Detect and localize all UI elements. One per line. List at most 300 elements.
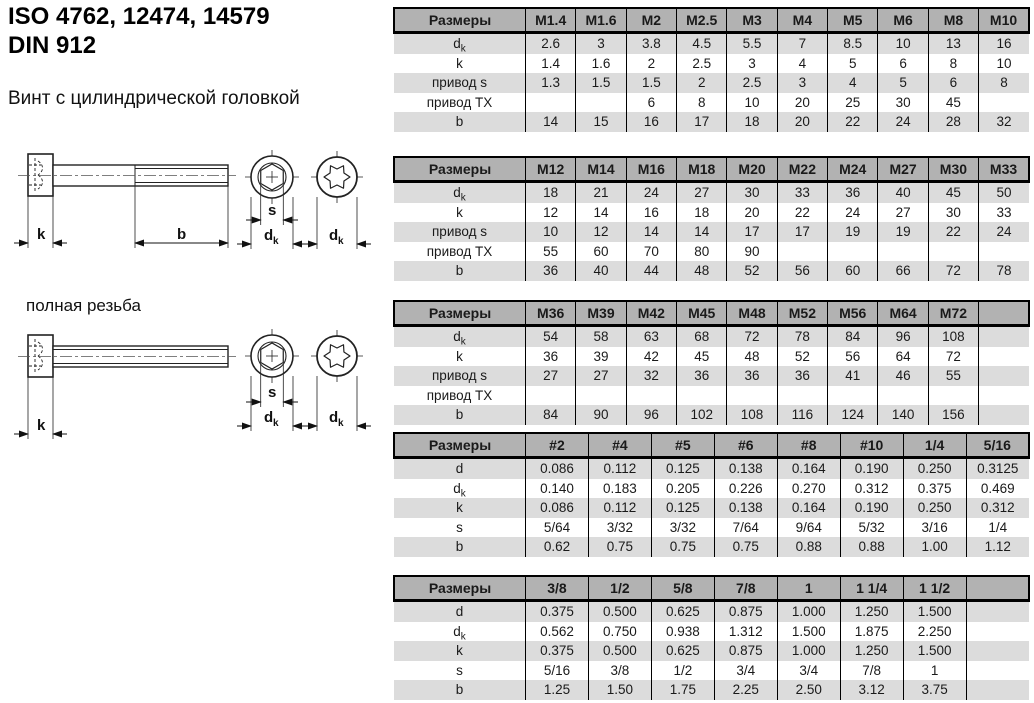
size-column-header: M30 xyxy=(928,157,978,182)
svg-text:k: k xyxy=(273,236,279,247)
value-cell: 45 xyxy=(928,93,978,113)
full-thread-label: полная резьба xyxy=(26,296,141,315)
value-cell: 1/2 xyxy=(651,661,714,681)
value-cell: 1.500 xyxy=(777,622,840,642)
value-cell: 108 xyxy=(727,405,777,425)
value-cell: 56 xyxy=(828,347,878,367)
size-column-header: 7/8 xyxy=(714,576,777,601)
svg-text:k: k xyxy=(273,418,279,429)
value-cell: 40 xyxy=(576,261,626,281)
value-cell: 68 xyxy=(677,326,727,347)
svg-text:d: d xyxy=(329,409,339,426)
value-cell: 0.875 xyxy=(714,641,777,661)
value-cell: 6 xyxy=(928,73,978,93)
value-cell: 2.5 xyxy=(677,54,727,74)
value-cell: 0.625 xyxy=(651,641,714,661)
dimension-k xyxy=(14,196,67,248)
size-column-header: M6 xyxy=(878,8,928,33)
value-cell: 1.12 xyxy=(966,537,1029,557)
size-column-header: M16 xyxy=(626,157,676,182)
row-label: s xyxy=(456,662,463,678)
dimensions-table xyxy=(393,7,1030,132)
size-column-header: 1 1/4 xyxy=(840,576,903,601)
row-label: k xyxy=(394,641,526,661)
value-cell: 0.562 xyxy=(526,622,589,642)
value-cell: 0.205 xyxy=(651,479,714,499)
table-row xyxy=(394,93,1029,113)
hex-socket-end-view xyxy=(237,150,307,249)
table-inch-large xyxy=(393,575,1030,700)
value-cell: 4.5 xyxy=(677,33,727,54)
value-cell: 63 xyxy=(626,326,676,347)
value-cell: 5/16 xyxy=(526,661,589,681)
value-cell: 19 xyxy=(828,222,878,242)
row-label: k xyxy=(394,498,526,518)
value-cell: 12 xyxy=(576,222,626,242)
value-cell xyxy=(526,93,576,113)
value-cell: 18 xyxy=(677,203,727,223)
value-cell xyxy=(828,242,878,262)
value-cell: 50 xyxy=(979,182,1029,203)
table-row xyxy=(394,537,1029,557)
size-column-header: M64 xyxy=(878,301,928,326)
value-cell: 4 xyxy=(828,73,878,93)
value-cell: 1.5 xyxy=(576,73,626,93)
table-row xyxy=(394,33,1029,54)
value-cell: 36 xyxy=(677,366,727,386)
value-cell xyxy=(777,386,827,406)
value-cell: 0.226 xyxy=(714,479,777,499)
value-cell: 2.25 xyxy=(714,680,777,700)
value-cell: 20 xyxy=(777,93,827,113)
size-column-header: #2 xyxy=(526,433,589,458)
value-cell: 2.50 xyxy=(777,680,840,700)
value-cell: 124 xyxy=(828,405,878,425)
value-cell: 3.75 xyxy=(903,680,966,700)
value-cell: 8 xyxy=(979,73,1029,93)
value-cell xyxy=(777,242,827,262)
size-column-header: M42 xyxy=(626,301,676,326)
value-cell: 24 xyxy=(828,203,878,223)
size-column-header: M1.6 xyxy=(576,8,626,33)
row-label: привод s xyxy=(394,366,526,386)
value-cell: 0.250 xyxy=(903,458,966,479)
value-cell: 45 xyxy=(928,182,978,203)
row-label: $d_k$ xyxy=(453,480,466,498)
dimensions-table xyxy=(393,432,1030,557)
value-cell xyxy=(979,366,1029,386)
size-column-header: M36 xyxy=(526,301,576,326)
hex-socket-end-view xyxy=(237,329,307,431)
value-cell: 1.25 xyxy=(526,680,589,700)
table-metric-m1.4-m10 xyxy=(393,7,1030,132)
table-row xyxy=(394,680,1029,700)
size-column-header: 1/4 xyxy=(903,433,966,458)
dimension-dk xyxy=(303,376,371,431)
value-cell: 36 xyxy=(526,261,576,281)
value-cell: 1.4 xyxy=(526,54,576,74)
size-column-header: M22 xyxy=(777,157,827,182)
value-cell: 64 xyxy=(878,347,928,367)
value-cell xyxy=(878,386,928,406)
value-cell: 1.312 xyxy=(714,622,777,642)
value-cell: 8 xyxy=(677,93,727,113)
size-column-header: M14 xyxy=(576,157,626,182)
value-cell: 0.875 xyxy=(714,601,777,622)
value-cell: 0.250 xyxy=(903,498,966,518)
value-cell: 8.5 xyxy=(828,33,878,54)
size-column-header: M45 xyxy=(677,301,727,326)
svg-text:k: k xyxy=(37,417,46,434)
value-cell: 3/4 xyxy=(714,661,777,681)
value-cell: 1.3 xyxy=(526,73,576,93)
svg-text:d: d xyxy=(264,227,274,244)
value-cell: 33 xyxy=(979,203,1029,223)
value-cell xyxy=(979,93,1029,113)
value-cell: 0.112 xyxy=(588,458,651,479)
value-cell: 1.250 xyxy=(840,641,903,661)
table-row xyxy=(394,601,1029,622)
value-cell: 2 xyxy=(626,54,676,74)
value-cell: 0.270 xyxy=(777,479,840,499)
size-column-header: M8 xyxy=(928,8,978,33)
value-cell: 0.138 xyxy=(714,458,777,479)
value-cell: 24 xyxy=(979,222,1029,242)
value-cell: 0.112 xyxy=(588,498,651,518)
value-cell: 45 xyxy=(677,347,727,367)
value-cell: 0.75 xyxy=(714,537,777,557)
size-column-header: M1.4 xyxy=(526,8,576,33)
value-cell: 22 xyxy=(777,203,827,223)
title-line-din: DIN 912 xyxy=(8,32,97,59)
row-label: s xyxy=(456,519,463,535)
value-cell: 2.6 xyxy=(526,33,576,54)
value-cell: 17 xyxy=(727,222,777,242)
value-cell: 18 xyxy=(727,112,777,132)
size-column-header: 3/8 xyxy=(526,576,589,601)
value-cell: 3 xyxy=(727,54,777,74)
table-row xyxy=(394,73,1029,93)
svg-text:b: b xyxy=(177,226,187,243)
sizes-header-cell: Размеры xyxy=(394,433,526,458)
value-cell xyxy=(576,386,626,406)
size-column-header: M4 xyxy=(777,8,827,33)
size-column-header: M52 xyxy=(777,301,827,326)
value-cell: 1 xyxy=(903,661,966,681)
row-label: $d_k$ xyxy=(394,182,526,203)
svg-text:k: k xyxy=(338,418,344,429)
sizes-header-cell: Размеры xyxy=(394,157,526,182)
value-cell: 0.164 xyxy=(777,498,840,518)
sizes-header-cell: Размеры xyxy=(394,301,526,326)
value-cell: 0.500 xyxy=(588,641,651,661)
table-row xyxy=(394,366,1029,386)
sizes-header-cell: Размеры xyxy=(394,576,526,601)
value-cell: 3 xyxy=(576,33,626,54)
value-cell: 3/4 xyxy=(777,661,840,681)
row-label: b xyxy=(394,112,526,132)
value-cell xyxy=(966,622,1029,642)
sizes-header-cell: Размеры xyxy=(394,8,526,33)
value-cell xyxy=(966,680,1029,700)
value-cell: 10 xyxy=(979,54,1029,74)
svg-text:k: k xyxy=(37,226,46,243)
size-column-header: M24 xyxy=(828,157,878,182)
value-cell: 3.8 xyxy=(626,33,676,54)
value-cell: 7 xyxy=(777,33,827,54)
value-cell: 27 xyxy=(677,182,727,203)
screw-drawing-full-thread xyxy=(10,323,388,447)
value-cell: 1.5 xyxy=(626,73,676,93)
size-column-header: #10 xyxy=(840,433,903,458)
value-cell: 0.88 xyxy=(840,537,903,557)
value-cell: 3/32 xyxy=(588,518,651,538)
size-column-header: M10 xyxy=(979,8,1029,33)
table-row xyxy=(394,498,1029,518)
table-metric-m36-m72 xyxy=(393,300,1030,425)
value-cell: 1.50 xyxy=(588,680,651,700)
table-row xyxy=(394,261,1029,281)
size-column-header: #6 xyxy=(714,433,777,458)
value-cell: 40 xyxy=(878,182,928,203)
value-cell: 36 xyxy=(777,366,827,386)
dimensions-table xyxy=(393,300,1030,425)
value-cell: 24 xyxy=(626,182,676,203)
value-cell xyxy=(727,386,777,406)
value-cell: 55 xyxy=(928,366,978,386)
value-cell xyxy=(979,326,1029,347)
value-cell: 0.75 xyxy=(588,537,651,557)
size-column-header: M18 xyxy=(677,157,727,182)
value-cell: 0.88 xyxy=(777,537,840,557)
value-cell: 56 xyxy=(777,261,827,281)
value-cell xyxy=(878,242,928,262)
value-cell: 66 xyxy=(878,261,928,281)
value-cell: 0.62 xyxy=(526,537,589,557)
value-cell: 70 xyxy=(626,242,676,262)
table-row xyxy=(394,386,1029,406)
value-cell: 55 xyxy=(526,242,576,262)
table-row xyxy=(394,479,1029,499)
value-cell xyxy=(979,347,1029,367)
value-cell: 16 xyxy=(979,33,1029,54)
value-cell: 84 xyxy=(526,405,576,425)
header-row xyxy=(394,301,1029,326)
value-cell: 39 xyxy=(576,347,626,367)
value-cell: 3/16 xyxy=(903,518,966,538)
row-label: привод s xyxy=(394,73,526,93)
header-row xyxy=(394,576,1029,601)
value-cell: 10 xyxy=(526,222,576,242)
row-label: $d_k$ xyxy=(453,623,466,641)
value-cell: 116 xyxy=(777,405,827,425)
value-cell: 96 xyxy=(626,405,676,425)
table-row xyxy=(394,347,1029,367)
value-cell: 18 xyxy=(526,182,576,203)
size-column-header: M20 xyxy=(727,157,777,182)
value-cell: 108 xyxy=(928,326,978,347)
value-cell xyxy=(928,386,978,406)
value-cell: 10 xyxy=(727,93,777,113)
value-cell: 16 xyxy=(626,203,676,223)
value-cell: 3.12 xyxy=(840,680,903,700)
screw-side-view xyxy=(18,154,236,196)
torx-end-view xyxy=(303,330,371,431)
row-label: k xyxy=(456,55,463,71)
table-row xyxy=(394,641,1029,661)
value-cell: 78 xyxy=(777,326,827,347)
value-cell: 14 xyxy=(526,112,576,132)
header-row xyxy=(394,157,1029,182)
value-cell: 0.125 xyxy=(651,458,714,479)
dimensions-table xyxy=(393,156,1030,281)
table-row xyxy=(394,112,1029,132)
value-cell: 5 xyxy=(828,54,878,74)
title-line-iso: ISO 4762, 12474, 14579 xyxy=(8,3,270,30)
value-cell xyxy=(966,661,1029,681)
value-cell: 28 xyxy=(928,112,978,132)
value-cell: 17 xyxy=(777,222,827,242)
value-cell: 20 xyxy=(777,112,827,132)
value-cell: 0.190 xyxy=(840,458,903,479)
value-cell: 48 xyxy=(677,261,727,281)
size-column-header: M48 xyxy=(727,301,777,326)
value-cell: 1.000 xyxy=(777,641,840,661)
value-cell: 0.375 xyxy=(903,479,966,499)
value-cell: 22 xyxy=(928,222,978,242)
value-cell: 1.500 xyxy=(903,601,966,622)
value-cell: 0.086 xyxy=(526,458,589,479)
row-label: $d_k$ xyxy=(394,326,526,347)
value-cell: 7/64 xyxy=(714,518,777,538)
table-row xyxy=(394,622,1029,642)
value-cell: 0.469 xyxy=(966,479,1029,499)
value-cell: 30 xyxy=(727,182,777,203)
value-cell: 0.312 xyxy=(840,479,903,499)
value-cell: 3 xyxy=(777,73,827,93)
size-column-header: M3 xyxy=(727,8,777,33)
size-column-header: #4 xyxy=(588,433,651,458)
value-cell: 13 xyxy=(928,33,978,54)
svg-text:d: d xyxy=(329,227,339,244)
row-label: k xyxy=(456,348,463,364)
value-cell: 2 xyxy=(677,73,727,93)
value-cell: 0.312 xyxy=(966,498,1029,518)
table-row xyxy=(394,54,1029,74)
size-column-header: #8 xyxy=(777,433,840,458)
value-cell: 1.500 xyxy=(903,641,966,661)
size-column-header: M33 xyxy=(979,157,1029,182)
size-column-header: M39 xyxy=(576,301,626,326)
value-cell: 5.5 xyxy=(727,33,777,54)
value-cell: 0.125 xyxy=(651,498,714,518)
value-cell: 1/4 xyxy=(966,518,1029,538)
value-cell: 90 xyxy=(576,405,626,425)
value-cell: 0.75 xyxy=(651,537,714,557)
value-cell: 4 xyxy=(777,54,827,74)
value-cell: 44 xyxy=(626,261,676,281)
value-cell: 5/32 xyxy=(840,518,903,538)
value-cell: 1.75 xyxy=(651,680,714,700)
value-cell: 5/64 xyxy=(526,518,589,538)
row-label: привод TX xyxy=(426,243,493,259)
value-cell: 14 xyxy=(677,222,727,242)
size-column-header: M2 xyxy=(626,8,676,33)
screw-side-view xyxy=(18,335,236,377)
dimension-k xyxy=(14,377,67,439)
value-cell: 24 xyxy=(878,112,928,132)
value-cell: 36 xyxy=(526,347,576,367)
value-cell: 14 xyxy=(626,222,676,242)
size-column-header: 1 xyxy=(777,576,840,601)
value-cell: 72 xyxy=(928,347,978,367)
size-column-header xyxy=(966,576,1029,601)
value-cell: 72 xyxy=(727,326,777,347)
table-row xyxy=(394,222,1029,242)
value-cell: 54 xyxy=(526,326,576,347)
value-cell: 1.00 xyxy=(903,537,966,557)
dimensions-table xyxy=(393,575,1030,700)
row-label: b xyxy=(394,405,526,425)
table-row xyxy=(394,203,1029,223)
value-cell: 2.250 xyxy=(903,622,966,642)
size-column-header: #5 xyxy=(651,433,714,458)
value-cell: 10 xyxy=(878,33,928,54)
value-cell: 22 xyxy=(828,112,878,132)
svg-text:k: k xyxy=(338,236,344,247)
value-cell: 0.138 xyxy=(714,498,777,518)
value-cell: 1.000 xyxy=(777,601,840,622)
value-cell: 30 xyxy=(928,203,978,223)
value-cell: 0.190 xyxy=(840,498,903,518)
row-label: привод TX xyxy=(426,94,493,110)
table-row xyxy=(394,242,1029,262)
svg-text:s: s xyxy=(268,202,277,219)
page-title xyxy=(8,2,270,60)
size-column-header: M56 xyxy=(828,301,878,326)
value-cell: 0.164 xyxy=(777,458,840,479)
size-column-header: 5/8 xyxy=(651,576,714,601)
table-row xyxy=(394,182,1029,203)
value-cell: 32 xyxy=(626,366,676,386)
dimension-dk xyxy=(303,197,371,249)
value-cell: 32 xyxy=(979,112,1029,132)
value-cell: 52 xyxy=(777,347,827,367)
value-cell xyxy=(979,386,1029,406)
header-row xyxy=(394,8,1029,33)
torx-end-view xyxy=(303,151,371,249)
table-metric-m12-m33 xyxy=(393,156,1030,281)
value-cell: 0.3125 xyxy=(966,458,1029,479)
value-cell: 25 xyxy=(828,93,878,113)
size-column-header: M72 xyxy=(928,301,978,326)
value-cell xyxy=(576,93,626,113)
value-cell: 9/64 xyxy=(777,518,840,538)
value-cell: 48 xyxy=(727,347,777,367)
value-cell: 52 xyxy=(727,261,777,281)
value-cell: 36 xyxy=(828,182,878,203)
page-subtitle: Винт с цилиндрической головкой xyxy=(8,88,300,109)
value-cell: 1.250 xyxy=(840,601,903,622)
value-cell: 42 xyxy=(626,347,676,367)
value-cell: 96 xyxy=(878,326,928,347)
value-cell: 3/8 xyxy=(588,661,651,681)
value-cell: 0.625 xyxy=(651,601,714,622)
value-cell: 0.938 xyxy=(651,622,714,642)
table-row xyxy=(394,405,1029,425)
size-column-header: M12 xyxy=(526,157,576,182)
value-cell: 78 xyxy=(979,261,1029,281)
